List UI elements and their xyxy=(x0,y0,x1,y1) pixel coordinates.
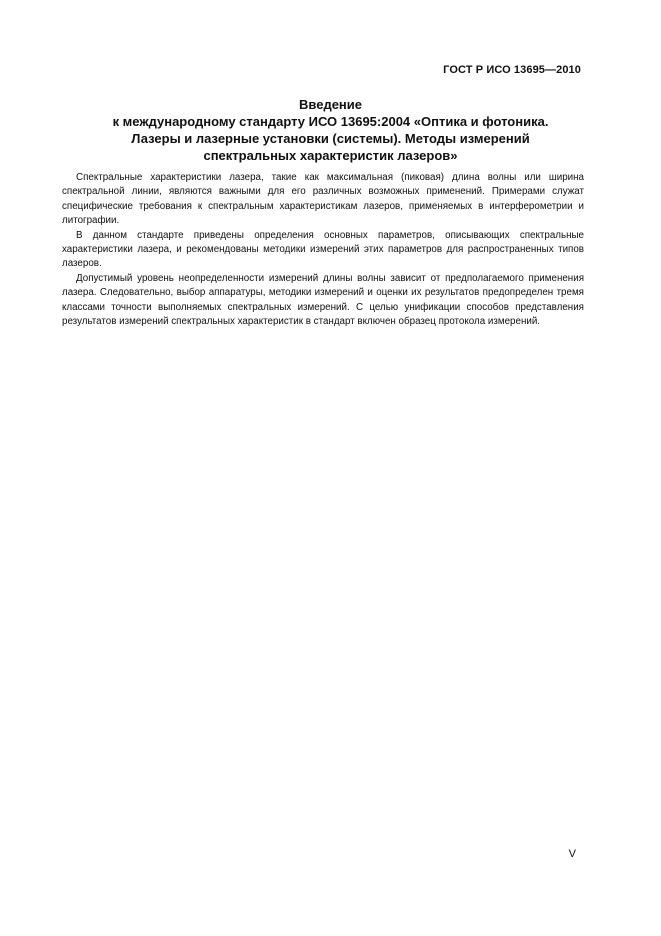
paragraph-2: В данном стандарте приведены определения основных параметров, описывающих спектральные характеристики лазера, и рекомендованы методики измерений этих параметров для распространенных типов лазеров. xyxy=(62,229,584,270)
paragraph-1: Спектральные характеристики лазера, такие как максимальная (пиковая) длина волны или ширина спектральной линии, являются важными для его различных возможных применений. Примерами служат специфические требования к спектральным характеристикам лазеров, применяемых в интерферометрии и литографии. xyxy=(62,172,584,227)
paragraph-3: Допустимый уровень неопределенности измерений длины волны зависит от предполагаемого применения лазера. Следовательно, выбор аппаратуры, методики измерений и оценки их результатов предопределен тремя классами точности выполняемых спектральных измерений. С целью унификации способов представления результатов измерений спектральных характеристик в стандарт включен образец протокола измерений. xyxy=(62,272,584,328)
introduction-title xyxy=(60,96,601,164)
title-line-1: Введение xyxy=(299,97,362,112)
title-line-2: к международному стандарту ИСО 13695:2004 «Оптика и фотоника. xyxy=(112,114,549,129)
standard-code-header: ГОСТ Р ИСО 13695—2010 xyxy=(443,64,581,76)
title-line-3: Лазеры и лазерные установки (системы). Методы измерений xyxy=(131,131,530,146)
page-number: V xyxy=(568,848,576,860)
introduction-body xyxy=(62,171,584,329)
title-line-4: спектральных характеристик лазеров» xyxy=(203,148,458,163)
